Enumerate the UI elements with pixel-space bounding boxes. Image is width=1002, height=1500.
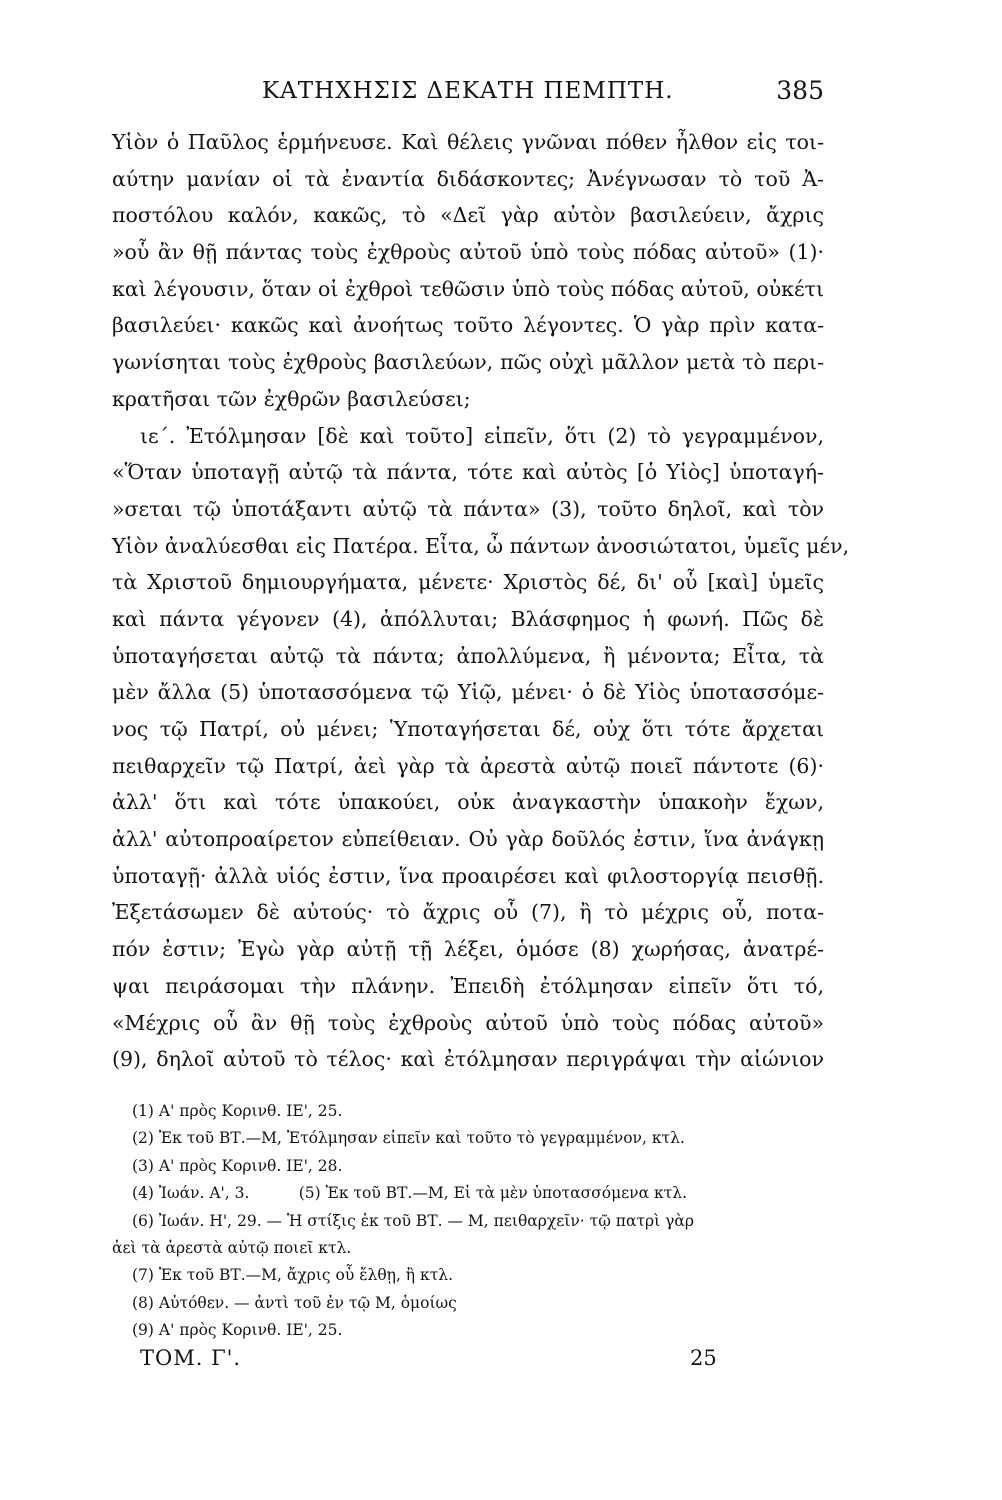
footnote: (6) Ἰωάν. Η', 29. — Ἡ στίξις ἐκ τοῦ ΒΤ. — Μ, πειθαρχεῖν· τῷ πατρὶ γὰρ [132,1211,694,1230]
page-footer [112,1342,824,1378]
text-line: τὰ Χριστοῦ δημιουργήματα, μένετε· Χριστὸς δέ, δι' οὗ [καὶ] ὑμεῖς [112,570,824,595]
text-line: Υἱὸν ὁ Παῦλος ἑρμήνευσε. Καὶ θέλεις γνῶναι πόθεν ἦλθον εἰς τοι- [112,130,824,154]
footnote: (7) Ἐκ τοῦ ΒΤ.—Μ, ἄχρις οὗ ἔλθῃ, ἢ κτλ. [132,1266,454,1285]
text-line: καὶ λέγουσιν, ὅταν οἱ ἐχθροὶ τεθῶσιν ὑπὸ τοὺς πόδας αὐτοῦ, οὐκέτι [112,276,824,301]
running-title: ΚΑΤΗΧΗΣΙΣ ΔΕΚΑΤΗ ΠΕΜΠΤΗ. [262,78,674,104]
text-line: «Ὅταν ὑποταγῇ αὐτῷ τὰ πάντα, τότε καὶ αὐτὸς [ὁ Υἱὸς] ὑποταγή- [112,460,824,485]
text-line: ὑποταγήσεται αὐτῷ τὰ πάντα; ἀπολλύμενα, ἢ μένοντα; Εἶτα, τὰ [112,643,824,668]
text-line: κρατῆσαι τῶν ἐχθρῶν βασιλεύσει; [112,386,471,411]
text-line: ιε΄. Ἐτόλμησαν [δὲ καὶ τοῦτο] εἰπεῖν, ὅτι (2) τὸ γεγραμμένον, [140,423,824,448]
footnote: (3) Α' πρὸς Κορινθ. ΙΕ', 28. [132,1156,343,1175]
page-header [112,72,824,112]
footnote: (4) Ἰωάν. Α', 3. (5) Ἐκ τοῦ ΒΤ.—Μ, Εἰ τὰ μὲν ὑποτασσόμενα κτλ. [132,1184,688,1203]
page-number: 385 [776,76,824,105]
text-line: ἀλλ' ὅτι καὶ τότε ὑπακούει, οὐκ ἀναγκαστὴν ὑπακοὴν ἔχων, [112,790,824,815]
footnote: (2) Ἐκ τοῦ ΒΤ.—Μ, Ἐτόλμησαν εἰπεῖν καὶ τοῦτο τὸ γεγραμμένον, κτλ. [132,1129,685,1148]
text-line: ποστόλου καλόν, κακῶς, τὸ «Δεῖ γὰρ αὐτὸν βασιλεύειν, ἄχρις [112,203,824,228]
text-line: μὲν ἄλλα (5) ὑποτασσόμενα τῷ Υἱῷ, μένει· ὁ δὲ Υἱὸς ὑποτασσόμε- [112,680,824,705]
text-line: νος τῷ Πατρί, οὐ μένει; Ὑποταγήσεται δέ, οὐχ ὅτι τότε ἄρχεται [112,717,824,741]
body-text [112,124,850,1078]
text-line: πειθαρχεῖν τῷ Πατρί, ἀεὶ γὰρ τὰ ἀρεστὰ αὐτῷ ποιεῖ πάντοτε (6)· [112,753,824,778]
volume-signature: ΤΟΜ. Γ'. [140,1346,242,1370]
text-line: »σεται τῷ ὑποτάξαντι αὐτῷ τὰ πάντα» (3), τοῦτο δηλοῖ, καὶ τὸν [112,496,824,521]
footnote: (1) Α' πρὸς Κορινθ. ΙΕ', 25. [132,1102,343,1120]
text-line: ἀλλ' αὐτοπροαίρετον εὐπείθειαν. Οὐ γὰρ δοῦλός ἐστιν, ἵνα ἀνάγκῃ [112,827,824,852]
footnote-continuation: ἀεὶ τὰ ἀρεστὰ αὐτῷ ποιεῖ κτλ. [112,1238,352,1257]
text-line: πόν ἐστιν; Ἐγὼ γὰρ αὐτῇ τῇ λέξει, ὁμόσε (8) χωρήσας, ἀνατρέ- [112,937,824,962]
text-line: γωνίσηται τοὺς ἐχθροὺς βασιλεύων, πῶς οὐχὶ μᾶλλον μετὰ τὸ περι- [112,350,824,375]
text-line: βασιλεύει· κακῶς καὶ ἀνοήτως τοῦτο λέγοντες. Ὁ γὰρ πρὶν κατα- [112,313,824,338]
text-line: Ἐξετάσωμεν δὲ αὐτούς· τὸ ἄχρις οὗ (7), ἢ τὸ μέχρις οὗ, ποτα- [112,900,824,925]
footnote: (9) Α' πρὸς Κορινθ. ΙΕ', 25. [132,1321,343,1340]
text-line: ὑποταγῇ· ἀλλὰ υἱός ἐστιν, ἵνα προαιρέσει καὶ φιλοστοργίᾳ πεισθῇ. [112,863,824,888]
text-line: καὶ πάντα γέγονεν (4), ἀπόλλυται; Βλάσφημος ἡ φωνή. Πῶς δὲ [112,606,824,631]
footnotes [112,1098,824,1345]
signature-number: 25 [690,1346,717,1370]
footnote: (8) Αὐτόθεν. — ἀντὶ τοῦ ἐν τῷ Μ, ὁμοίως [132,1293,457,1312]
text-line: «Μέχρις οὗ ἂν θῇ τοὺς ἐχθροὺς αὐτοῦ ὑπὸ τοὺς πόδας αὐτοῦ» [112,1010,824,1035]
text-line: ψαι πειράσομαι τὴν πλάνην. Ἐπειδὴ ἐτόλμησαν εἰπεῖν ὅτι τό, [112,973,824,998]
text-line: Υἱὸν ἀναλύεσθαι εἰς Πατέρα. Εἶτα, ὦ πάντων ἀνοσιώτατοι, ὑμεῖς μέν, [112,533,850,558]
text-line: »οὗ ἂν θῇ πάντας τοὺς ἐχθροὺς αὐτοῦ ὑπὸ τοὺς πόδας αὐτοῦ» (1)· [112,240,824,265]
text-line: (9), δηλοῖ αὐτοῦ τὸ τέλος· καὶ ἐτόλμησαν περιγράψαι τὴν αἰώνιον [112,1047,824,1072]
text-line: αύτην μανίαν οἱ τὰ ἐναντία διδάσκοντες; Ἀνέγνωσαν τὸ τοῦ Ἀ- [112,166,824,191]
